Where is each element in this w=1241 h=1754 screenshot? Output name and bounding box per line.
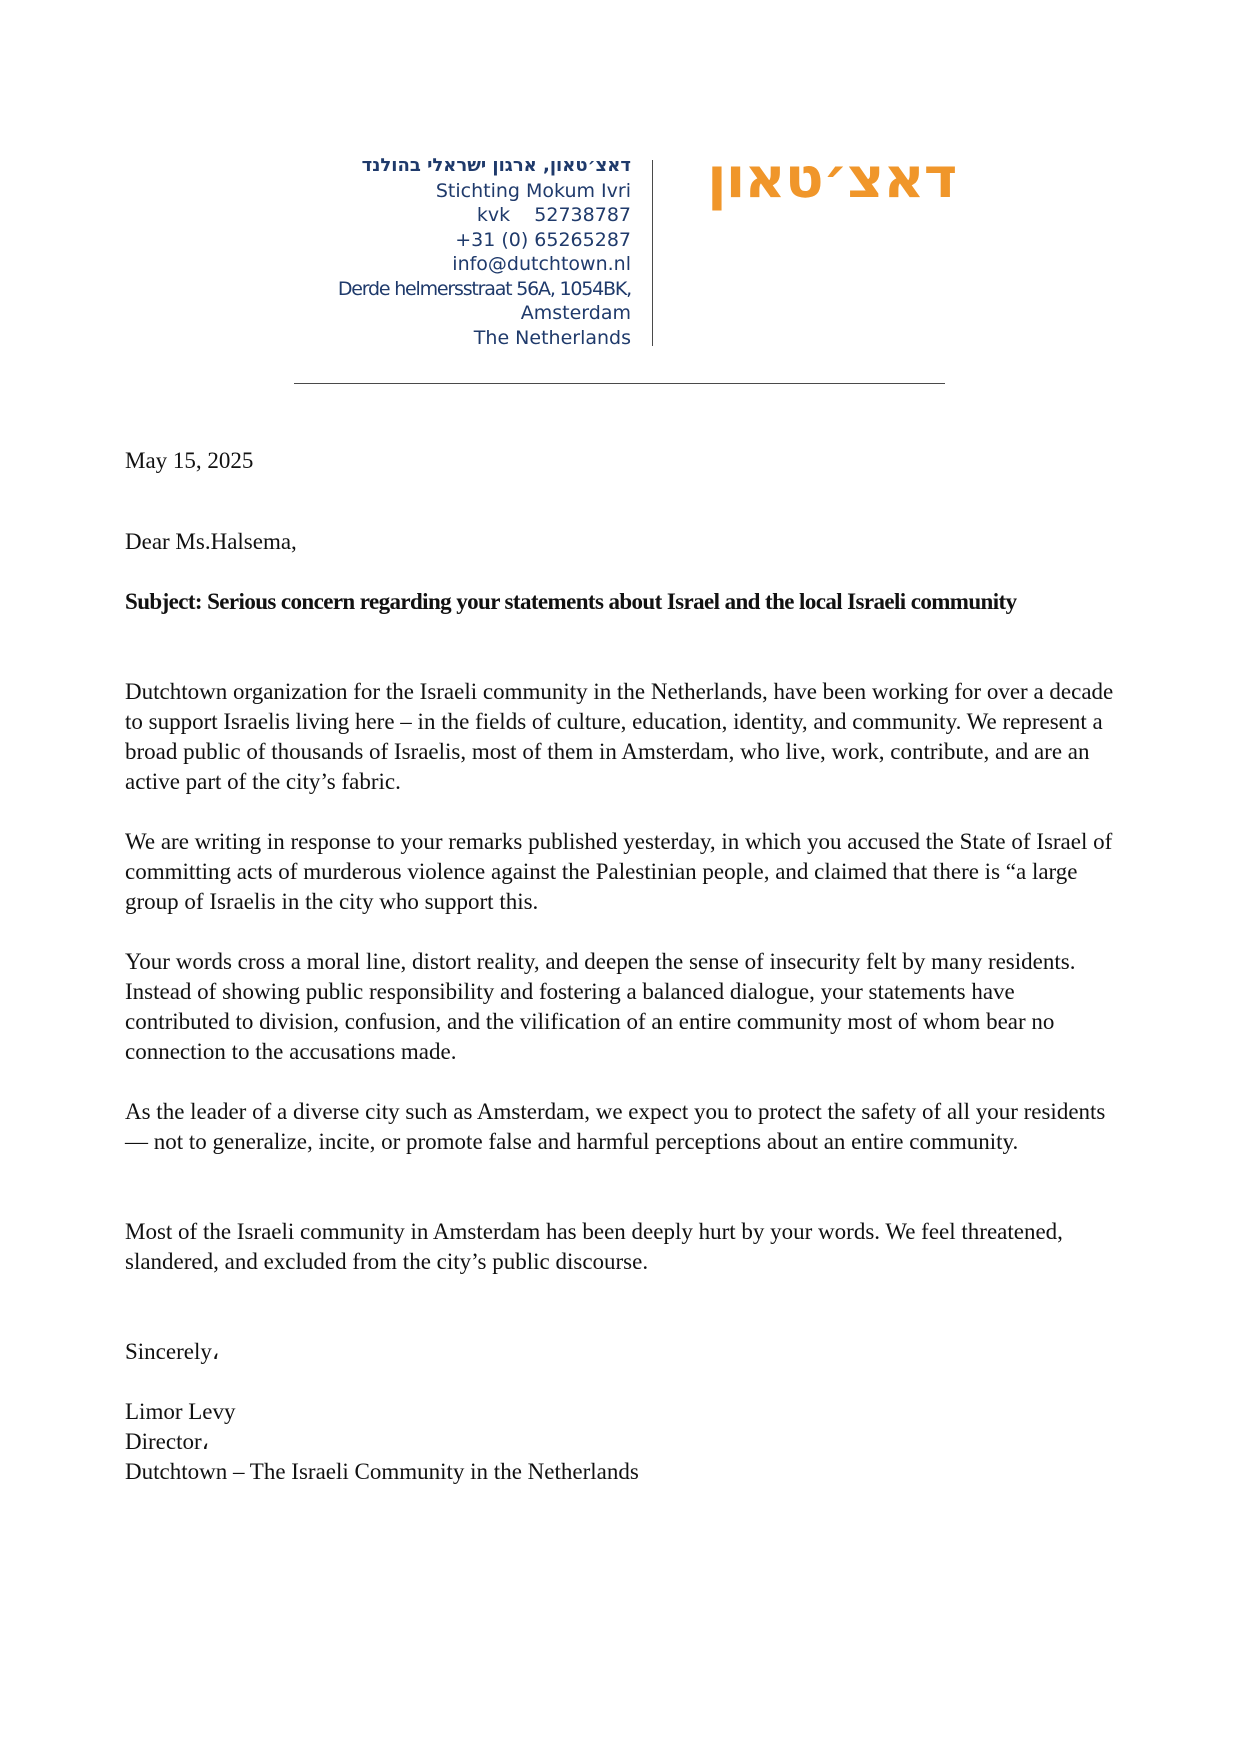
subject-line: Subject: Serious concern regarding your statements about Israel and the local Israeli community bbox=[125, 589, 1017, 614]
email-address: info@dutchtown.nl bbox=[452, 253, 631, 275]
closing: Sincerely، bbox=[125, 1339, 220, 1364]
paragraph: As the leader of a diverse city such as Amsterdam, we expect you to protect the safety of all your residents — not to generalize, incite, or promote false and harmful perceptions about an entire community. bbox=[125, 1099, 1106, 1154]
paragraph: Most of the Israeli community in Amsterdam has been deeply hurt by your words. We feel threatened, slandered, and excluded from the city’s public discourse. bbox=[125, 1219, 1063, 1274]
letterhead-contact-block bbox=[211, 154, 631, 350]
signature-title: Director، bbox=[125, 1429, 210, 1454]
letter-date: May 15, 2025 bbox=[125, 448, 254, 473]
letterhead-horizontal-divider bbox=[294, 383, 945, 384]
paragraph: Dutchtown organization for the Israeli community in the Netherlands, have been working for over a decade to support Israelis living here – in the fields of culture, education, identity, and community. We represent a broad public of thousands of Israelis, most of them in Amsterdam, who live, work, contribute, and are an active part of the city’s fabric. bbox=[125, 679, 1114, 794]
salutation: Dear Ms.Halsema, bbox=[125, 529, 297, 554]
signature-name: Limor Levy bbox=[125, 1399, 236, 1424]
org-name-latin: Stichting Mokum Ivri bbox=[435, 179, 631, 202]
country: The Netherlands bbox=[473, 326, 631, 349]
paragraph: We are writing in response to your remarks published yesterday, in which you accused the State of Israel of committing acts of murderous violence against the Palestinian people, and claimed that there is “a large group of Israelis in the city who support this. bbox=[125, 829, 1113, 914]
phone-number: +31 (0) 65265287 bbox=[455, 228, 631, 251]
kvk-number: kvk 52738787 bbox=[476, 204, 631, 226]
letterhead-vertical-divider bbox=[652, 160, 653, 346]
paragraph: Your words cross a moral line, distort reality, and deepen the sense of insecurity felt by many residents. Instead of showing public responsibility and fostering a balanced dialogue, your statements have contributed to division, confusion, and the vilification of an entire community most of whom bear no connection to the accusations made. bbox=[125, 949, 1076, 1064]
org-name-hebrew: דאצ׳טאון, ארגון ישראלי בהולנד bbox=[361, 155, 631, 176]
city: Amsterdam bbox=[520, 302, 631, 324]
signature-organization: Dutchtown – The Israeli Community in the Netherlands bbox=[125, 1459, 639, 1484]
logo-text: דאצ׳טאון bbox=[707, 146, 957, 211]
dutchtown-logo bbox=[707, 146, 957, 222]
street-address: Derde helmersstraat 56A, 1054BK, bbox=[337, 277, 631, 300]
